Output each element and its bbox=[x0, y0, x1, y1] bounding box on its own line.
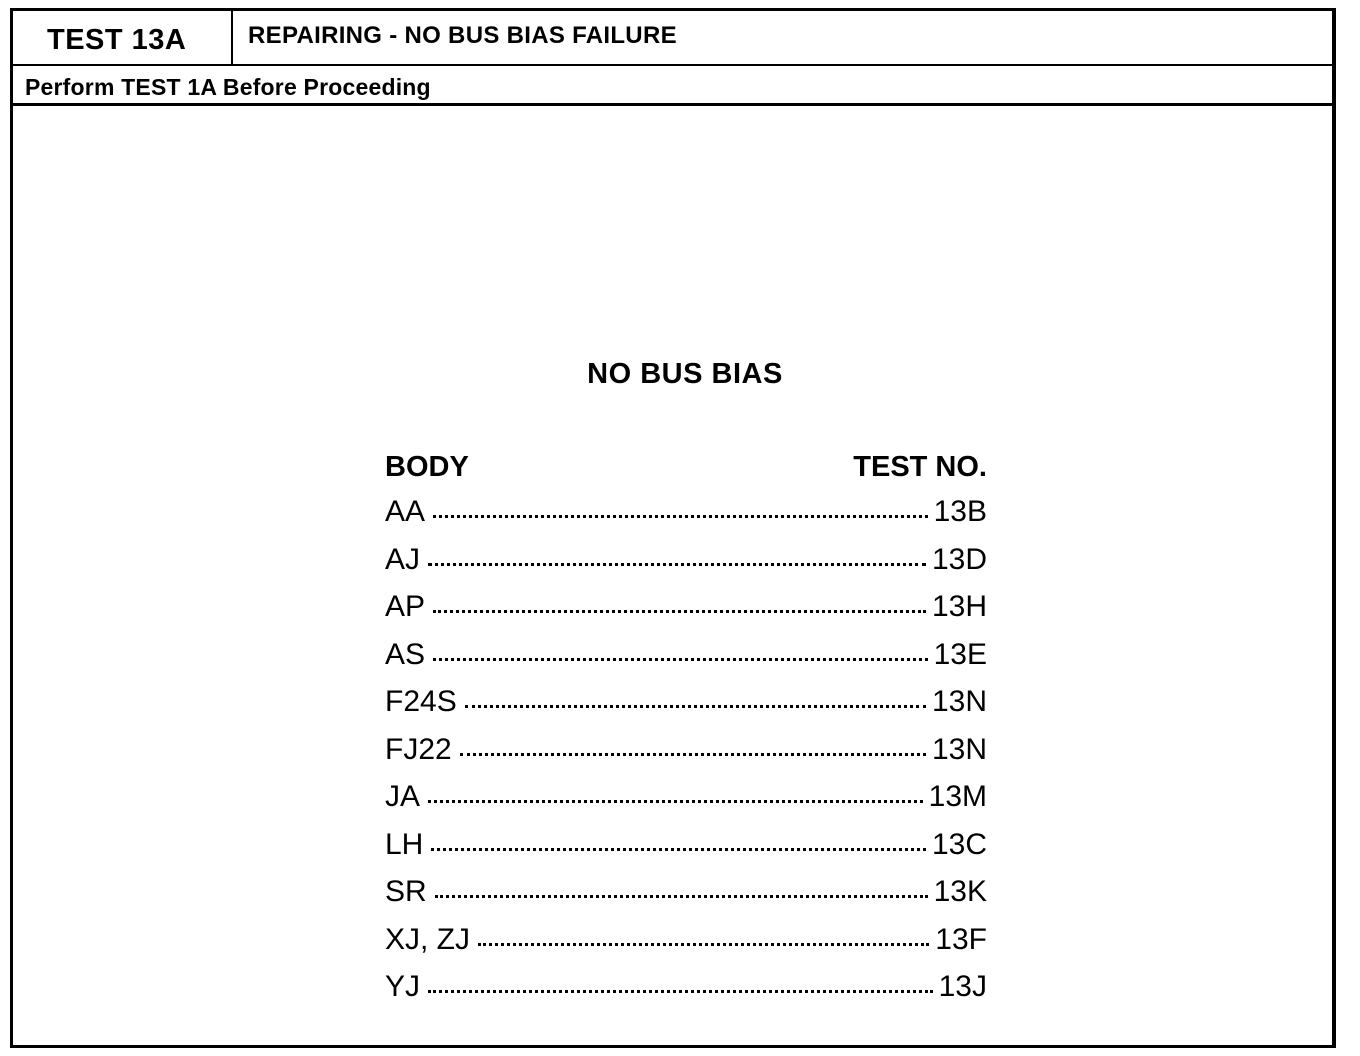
dot-leader bbox=[465, 705, 926, 708]
body-code: LH bbox=[385, 827, 424, 861]
table-row bbox=[385, 875, 987, 923]
body-code: YJ bbox=[385, 970, 421, 1003]
test-number: 13D bbox=[931, 542, 987, 576]
dot-leader bbox=[428, 990, 933, 993]
body-code: SR bbox=[385, 875, 427, 908]
body-code: AA bbox=[385, 495, 426, 528]
dot-leader bbox=[460, 753, 926, 756]
table-row bbox=[385, 543, 987, 591]
body-code: F24S bbox=[385, 685, 457, 718]
test-title: REPAIRING - NO BUS BIAS FAILURE bbox=[248, 22, 677, 49]
table-row bbox=[385, 590, 987, 638]
test-number: 13B bbox=[933, 495, 987, 528]
dot-leader bbox=[428, 563, 926, 566]
test-number: 13K bbox=[933, 875, 987, 908]
table-row bbox=[385, 970, 987, 1018]
test-index-table bbox=[385, 451, 987, 1018]
table-row bbox=[385, 685, 987, 733]
test-id: TEST 13A bbox=[47, 24, 187, 56]
body-code: AP bbox=[385, 590, 426, 623]
test-number: 13M bbox=[928, 780, 987, 813]
column-header-body: BODY bbox=[385, 451, 469, 483]
test-number: 13C bbox=[931, 827, 987, 861]
prerequisite-note: Perform TEST 1A Before Proceeding bbox=[25, 74, 431, 100]
table-row bbox=[385, 780, 987, 828]
table-row bbox=[385, 923, 987, 971]
test-number: 13J bbox=[938, 970, 987, 1003]
body-code: JA bbox=[385, 780, 421, 813]
dot-leader bbox=[435, 895, 928, 898]
dot-leader bbox=[478, 943, 929, 946]
table-header bbox=[385, 451, 987, 495]
subheader-row bbox=[13, 66, 1332, 106]
body-code: AJ bbox=[385, 542, 421, 576]
table-row bbox=[385, 495, 987, 543]
test-number: 13H bbox=[931, 590, 987, 623]
dot-leader bbox=[428, 800, 923, 803]
test-number: 13E bbox=[933, 637, 987, 671]
section-heading: NO BUS BIAS bbox=[587, 358, 783, 390]
table-row bbox=[385, 733, 987, 781]
dot-leader bbox=[433, 658, 928, 661]
test-id-box bbox=[13, 11, 233, 66]
column-header-test-no: TEST NO. bbox=[853, 451, 987, 483]
test-number: 13F bbox=[935, 922, 987, 956]
body-code: FJ22 bbox=[385, 732, 452, 766]
test-number: 13N bbox=[931, 732, 987, 766]
table-rows bbox=[385, 495, 987, 1018]
dot-leader bbox=[433, 515, 928, 518]
table-row bbox=[385, 828, 987, 876]
body-code: XJ, ZJ bbox=[385, 922, 471, 956]
dot-leader bbox=[431, 848, 926, 851]
procedure-frame bbox=[10, 8, 1336, 1048]
body-code: AS bbox=[385, 637, 426, 671]
header-row bbox=[13, 11, 1332, 66]
table-row bbox=[385, 638, 987, 686]
dot-leader bbox=[433, 610, 926, 613]
test-number: 13N bbox=[931, 685, 987, 718]
